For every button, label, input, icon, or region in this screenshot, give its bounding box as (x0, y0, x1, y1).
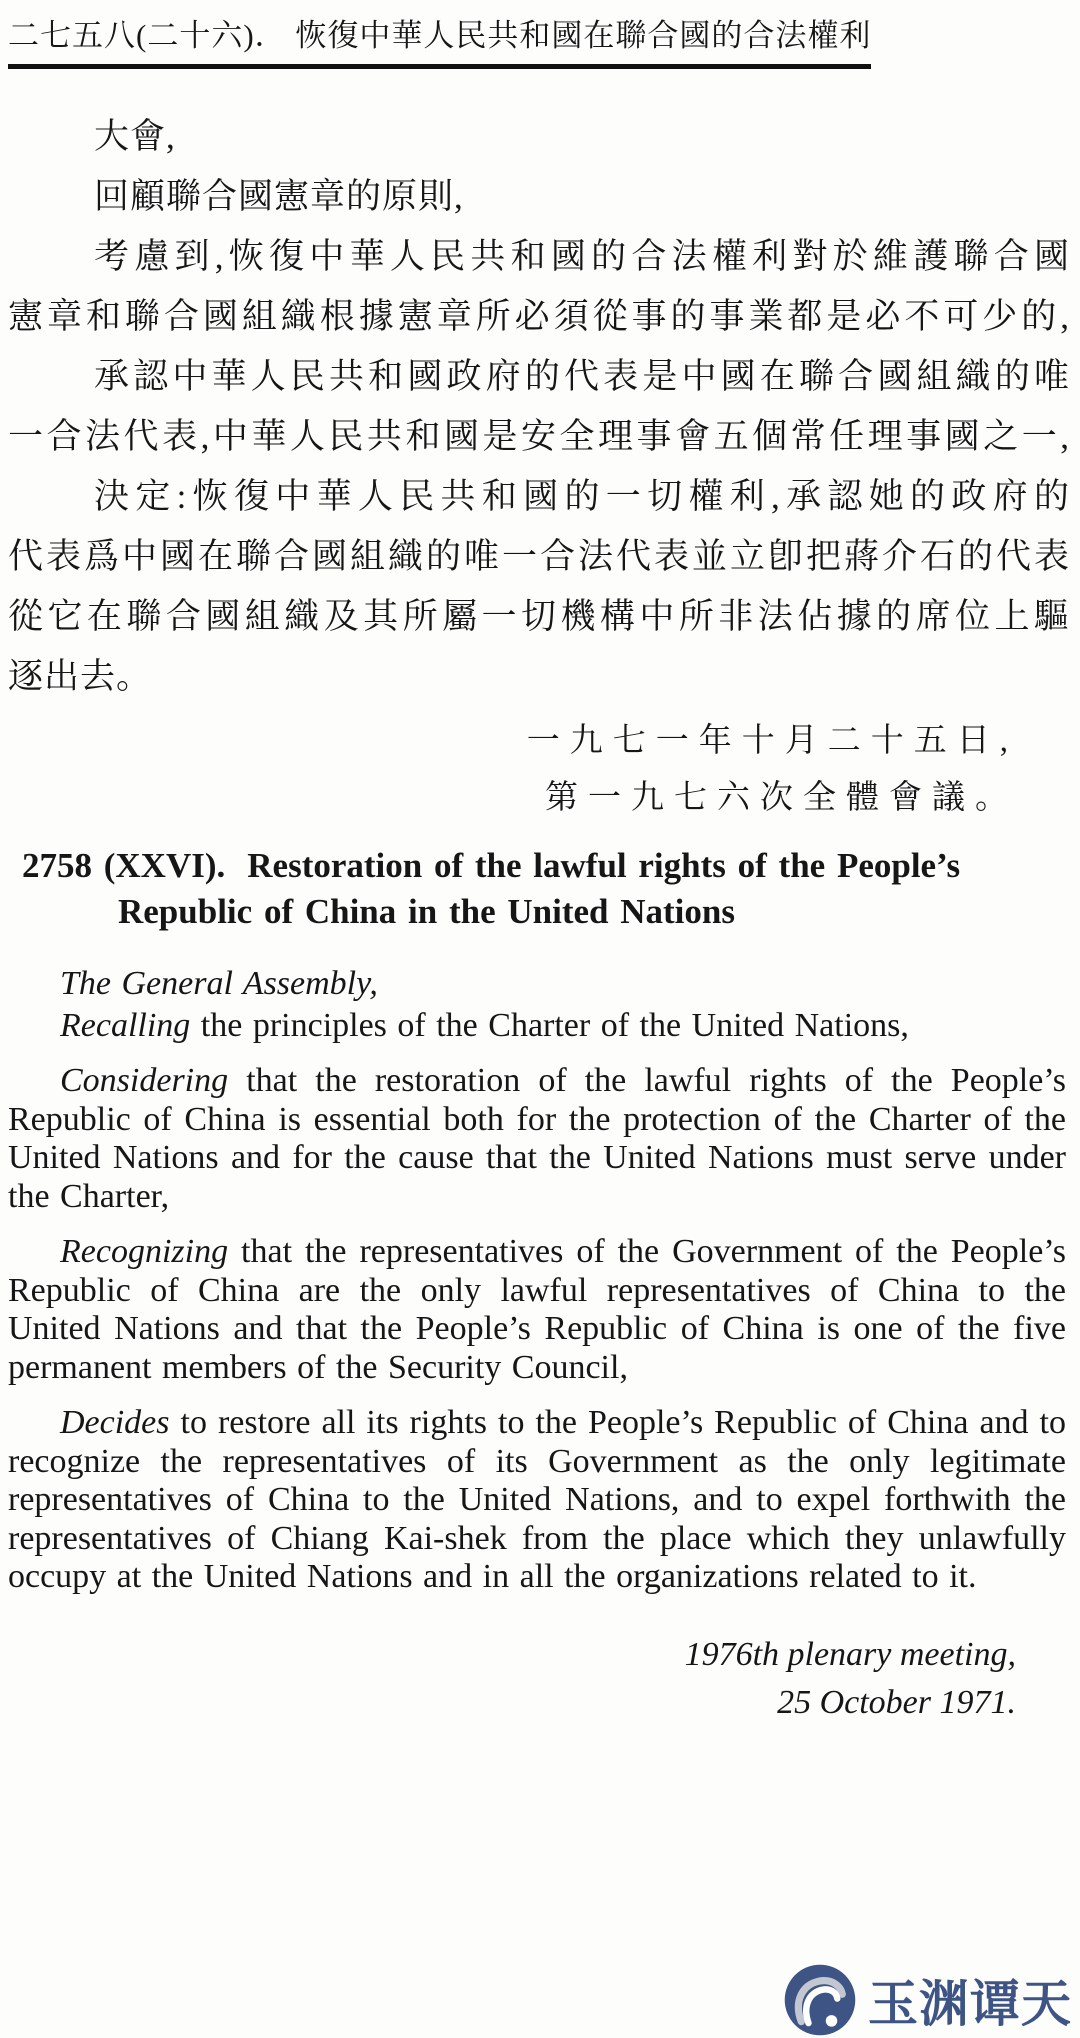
zh-line-9: 從它在聯合國組織及其所屬一切機構中所非法佔據的席位上驅 (8, 597, 1070, 636)
resolution-title-zh (0, 0, 1080, 69)
paragraph-lead: Decides (60, 1404, 170, 1441)
paragraph-general-assembly (8, 965, 1066, 1004)
resolution-body-zh (0, 107, 1080, 707)
zh-line-1: 大會, (94, 117, 176, 156)
resolution-body-en (0, 965, 1080, 1597)
paragraph-lead: Recognizing (60, 1233, 229, 1270)
zh-line-6: 一合法代表,中華人民共和國是安全理事會五個常任理事國之一, (8, 417, 1070, 456)
paragraph-lead: Considering (60, 1062, 229, 1099)
adoption-date-zh-line-2: 第一九七六次全體會議。 (545, 780, 1018, 816)
paragraph-lead: The General Assembly, (60, 965, 378, 1002)
resolution-heading-title: Restoration of the lawful rights of the People’s Republic of China in the United Nations (118, 846, 961, 931)
paragraph-recognizing (8, 1233, 1066, 1387)
zh-line-8: 代表爲中國在聯合國組織的唯一合法代表並立卽把蔣介石的代表 (8, 537, 1070, 576)
paragraph-recalling (8, 1007, 1066, 1046)
zh-line-7: 決定:恢復中華人民共和國的一切權利,承認她的政府的 (94, 477, 1070, 516)
watermark-brand-name: 玉渊谭天 (868, 1976, 1072, 2032)
resolution-heading-en (8, 843, 1064, 935)
watermark (784, 1964, 1072, 2036)
zh-line-4: 憲章和聯合國組織根據憲章所必須從事的事業都是必不可少的, (8, 297, 1070, 336)
meeting-date: 25 October 1971. (777, 1683, 1016, 1721)
zh-line-5: 承認中華人民共和國政府的代表是中國在聯合國組織的唯 (94, 357, 1070, 396)
paragraph-text: that the representatives of the Government of the People’s Republic of China are the only lawful representatives of China to the United Nations and that the People’s Republic of China is one of the five permanent members of the Security Council, (8, 1233, 1066, 1386)
yuyuantantian-logo-icon (784, 1964, 856, 2036)
paragraph-text: to restore all its rights to the People’s Republic of China and to recognize the representatives of its Government as the only legitimate representatives of China to the United Nations, and to expel forthwith the representatives of Chiang Kai-shek from the place which they unlawfully occupy at the United Nations and in all the organizations related to it. (8, 1404, 1066, 1595)
zh-line-3: 考慮到,恢復中華人民共和國的合法權利對於維護聯合國 (94, 237, 1070, 276)
paragraph-text: the principles of the Charter of the United Nations, (190, 1006, 909, 1044)
meeting-line: 1976th plenary meeting, (684, 1635, 1016, 1673)
zh-line-2: 回顧聯合國憲章的原則, (94, 177, 464, 216)
paragraph-considering (8, 1062, 1066, 1216)
paragraph-text: that the restoration of the lawful rights of the People’s Republic of China is essential both for the protection of the Charter of the United Nations and for the cause that the United Nations must serve under the Charter, (8, 1062, 1066, 1215)
adoption-date-zh (0, 713, 1080, 827)
adoption-date-zh-line-1: 一九七一年十月二十五日, (526, 723, 1018, 759)
paragraph-decides (8, 1404, 1066, 1597)
paragraph-lead: Recalling (60, 1006, 191, 1044)
resolution-number: 2758 (XXVI). (22, 846, 226, 885)
meeting-signature (0, 1631, 1080, 1727)
resolution-title-zh-text: 二七五八(二十六)． 恢復中華人民共和國在聯合國的合法權利 (8, 10, 871, 69)
zh-line-10: 逐出去。 (8, 657, 153, 696)
